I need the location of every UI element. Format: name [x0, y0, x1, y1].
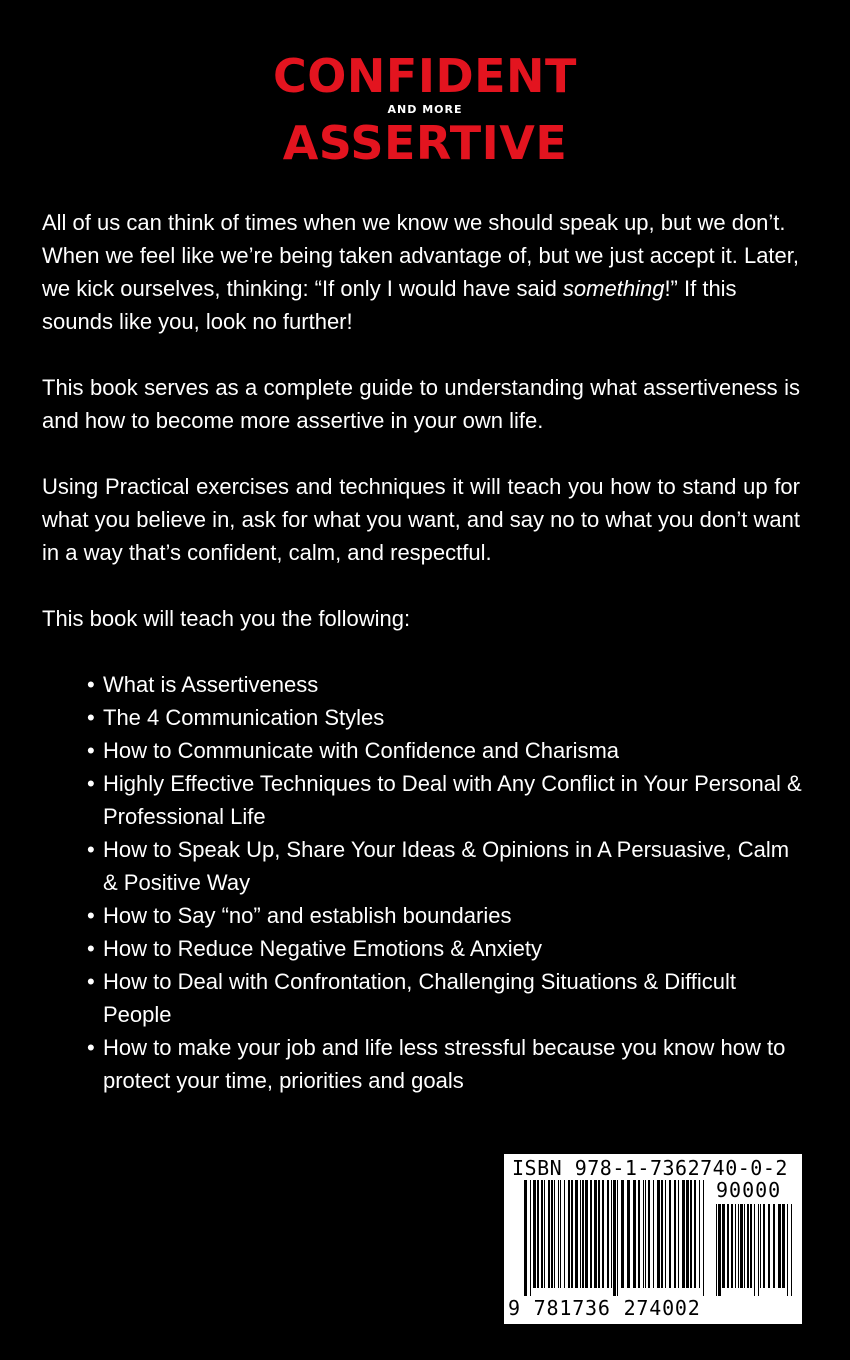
list-item — [87, 767, 809, 833]
title-connector: AND MORE — [387, 103, 463, 116]
barcode-bar — [716, 1204, 717, 1296]
list-item — [87, 668, 809, 701]
bullet-point: • — [87, 837, 95, 862]
barcode-digits: 9 781736 274002 — [508, 1296, 701, 1320]
barcode-bar — [718, 1204, 721, 1296]
barcode-bar — [530, 1180, 531, 1296]
barcode-bar — [607, 1180, 609, 1288]
barcode-bar — [661, 1180, 663, 1288]
list-item — [87, 833, 809, 899]
barcode-bar — [580, 1180, 581, 1288]
barcode-bar — [590, 1180, 592, 1288]
barcode-bar — [541, 1180, 543, 1288]
bullet-point: • — [87, 771, 95, 796]
list-item-text: What is Assertiveness — [103, 672, 319, 697]
barcode-bar — [782, 1204, 785, 1288]
barcode-bar — [699, 1180, 700, 1288]
book-title — [0, 48, 850, 169]
barcode-bar — [722, 1204, 725, 1288]
barcode-bars — [524, 1180, 709, 1296]
barcode-bar — [568, 1180, 570, 1288]
barcode-bar — [735, 1204, 736, 1288]
price-code: 90000 — [716, 1178, 782, 1202]
barcode-bar — [571, 1180, 573, 1288]
list-item-text: How to Communicate with Confidence and Charisma — [103, 738, 620, 763]
barcode-bar — [617, 1180, 618, 1296]
bullet-point: • — [87, 903, 95, 928]
barcode-bar — [747, 1204, 749, 1288]
barcode-bar — [602, 1180, 604, 1288]
barcode-bar — [773, 1204, 775, 1288]
list-item — [87, 1031, 809, 1097]
barcode-bar — [738, 1204, 739, 1288]
list-item-text: How to Reduce Negative Emotions & Anxiety — [103, 936, 543, 961]
barcode-bar — [760, 1204, 761, 1288]
barcode-bar — [554, 1180, 555, 1288]
intro-emphasis: something — [562, 276, 665, 301]
barcode-bar — [633, 1180, 636, 1288]
barcode-bar — [613, 1180, 616, 1296]
barcode-bar — [778, 1204, 781, 1288]
barcode-bar — [524, 1180, 527, 1296]
barcode-bar — [627, 1180, 630, 1288]
list-item-text: How to Say “no” and establish boundaries — [103, 903, 512, 928]
barcode-bar — [768, 1204, 770, 1288]
barcode-bar — [564, 1180, 565, 1288]
barcode-bar — [740, 1204, 743, 1288]
barcode-bar — [638, 1180, 640, 1288]
barcode-bar — [744, 1204, 745, 1288]
barcode-bar — [533, 1180, 536, 1288]
barcode-bar — [645, 1180, 646, 1288]
barcode-bar — [560, 1180, 561, 1288]
barcode-bar — [548, 1180, 550, 1288]
bullet-point: • — [87, 672, 95, 697]
list-item-text: The 4 Communication Styles — [103, 705, 385, 730]
barcode-bar — [575, 1180, 578, 1288]
barcode-bar — [643, 1180, 644, 1288]
bullet-point: • — [87, 936, 95, 961]
barcode-bar — [594, 1180, 597, 1288]
list-intro: This book will teach you the following: — [42, 606, 411, 631]
barcode-bar — [750, 1204, 752, 1288]
barcode-bar — [674, 1180, 676, 1288]
barcode-bar — [551, 1180, 553, 1288]
isbn-barcode — [504, 1154, 802, 1324]
list-item — [87, 932, 809, 965]
barcode-bar — [763, 1204, 765, 1288]
barcode-bar — [621, 1180, 624, 1288]
bullet-point: • — [87, 1035, 95, 1060]
barcode-bar — [758, 1204, 759, 1296]
barcode-bar — [686, 1180, 689, 1288]
bullet-point: • — [87, 705, 95, 730]
exercises-paragraph: Using Practical exercises and techniques it will teach you how to stand up for what you believe in, ask for what you want, and say no to what you don’t want in a way that’s confident, calm, and respectful. — [42, 474, 800, 565]
addon-barcode-bars — [716, 1204, 794, 1296]
barcode-bar — [611, 1180, 612, 1288]
intro-text-part1: All of us can think of times when we know we should speak up, but we don’t. When we feel like we’re being taken advantage of, but we just accept it. Later, we kick ourselves, thinking: “If only I would have said — [42, 210, 800, 301]
barcode-bar — [682, 1180, 685, 1288]
barcode-bar — [537, 1180, 539, 1288]
intro-text-part2: !” If this sounds like you, look no further! — [42, 276, 737, 334]
topics-list — [42, 668, 809, 1097]
barcode-bar — [787, 1204, 788, 1296]
barcode-bar — [544, 1180, 545, 1288]
barcode-bar — [585, 1180, 588, 1288]
barcode-bar — [703, 1180, 704, 1296]
title-line-assertive: ASSERTIVE — [282, 116, 568, 170]
intro-paragraph — [42, 206, 800, 338]
list-item-text: How to Speak Up, Share Your Ideas & Opinions in A Persuasive, Calm & Positive Way — [103, 837, 790, 895]
barcode-bar — [657, 1180, 660, 1288]
list-item — [87, 701, 809, 734]
barcode-bar — [791, 1204, 792, 1296]
list-item-text: Highly Effective Techniques to Deal with Any Conflict in Your Personal & Professional Life — [103, 771, 802, 829]
barcode-bar — [754, 1204, 755, 1296]
guide-paragraph: This book serves as a complete guide to understanding what assertiveness is and how to become more assertive in your own life. — [42, 375, 800, 433]
isbn-number: ISBN 978-1-7362740-0-2 — [512, 1156, 788, 1180]
list-item-text: How to make your job and life less stressful because you know how to protect your time, priorities and goals — [103, 1035, 786, 1093]
barcode-bar — [582, 1180, 584, 1288]
list-item — [87, 965, 809, 1031]
book-description — [42, 206, 800, 1097]
barcode-bar — [648, 1180, 650, 1288]
barcode-bar — [690, 1180, 692, 1288]
barcode-bar — [653, 1180, 654, 1288]
barcode-bar — [694, 1180, 696, 1288]
barcode-bar — [665, 1180, 666, 1288]
bullet-point: • — [87, 969, 95, 994]
barcode-bar — [678, 1180, 679, 1288]
barcode-bar — [731, 1204, 733, 1288]
list-item-text: How to Deal with Confrontation, Challenging Situations & Difficult People — [103, 969, 737, 1027]
barcode-bar — [669, 1180, 671, 1288]
barcode-bar — [727, 1204, 729, 1288]
barcode-bar — [558, 1180, 559, 1288]
title-line-confident: CONFIDENT — [273, 49, 577, 103]
list-item — [87, 899, 809, 932]
barcode-bar — [598, 1180, 600, 1288]
bullet-point: • — [87, 738, 95, 763]
list-item — [87, 734, 809, 767]
